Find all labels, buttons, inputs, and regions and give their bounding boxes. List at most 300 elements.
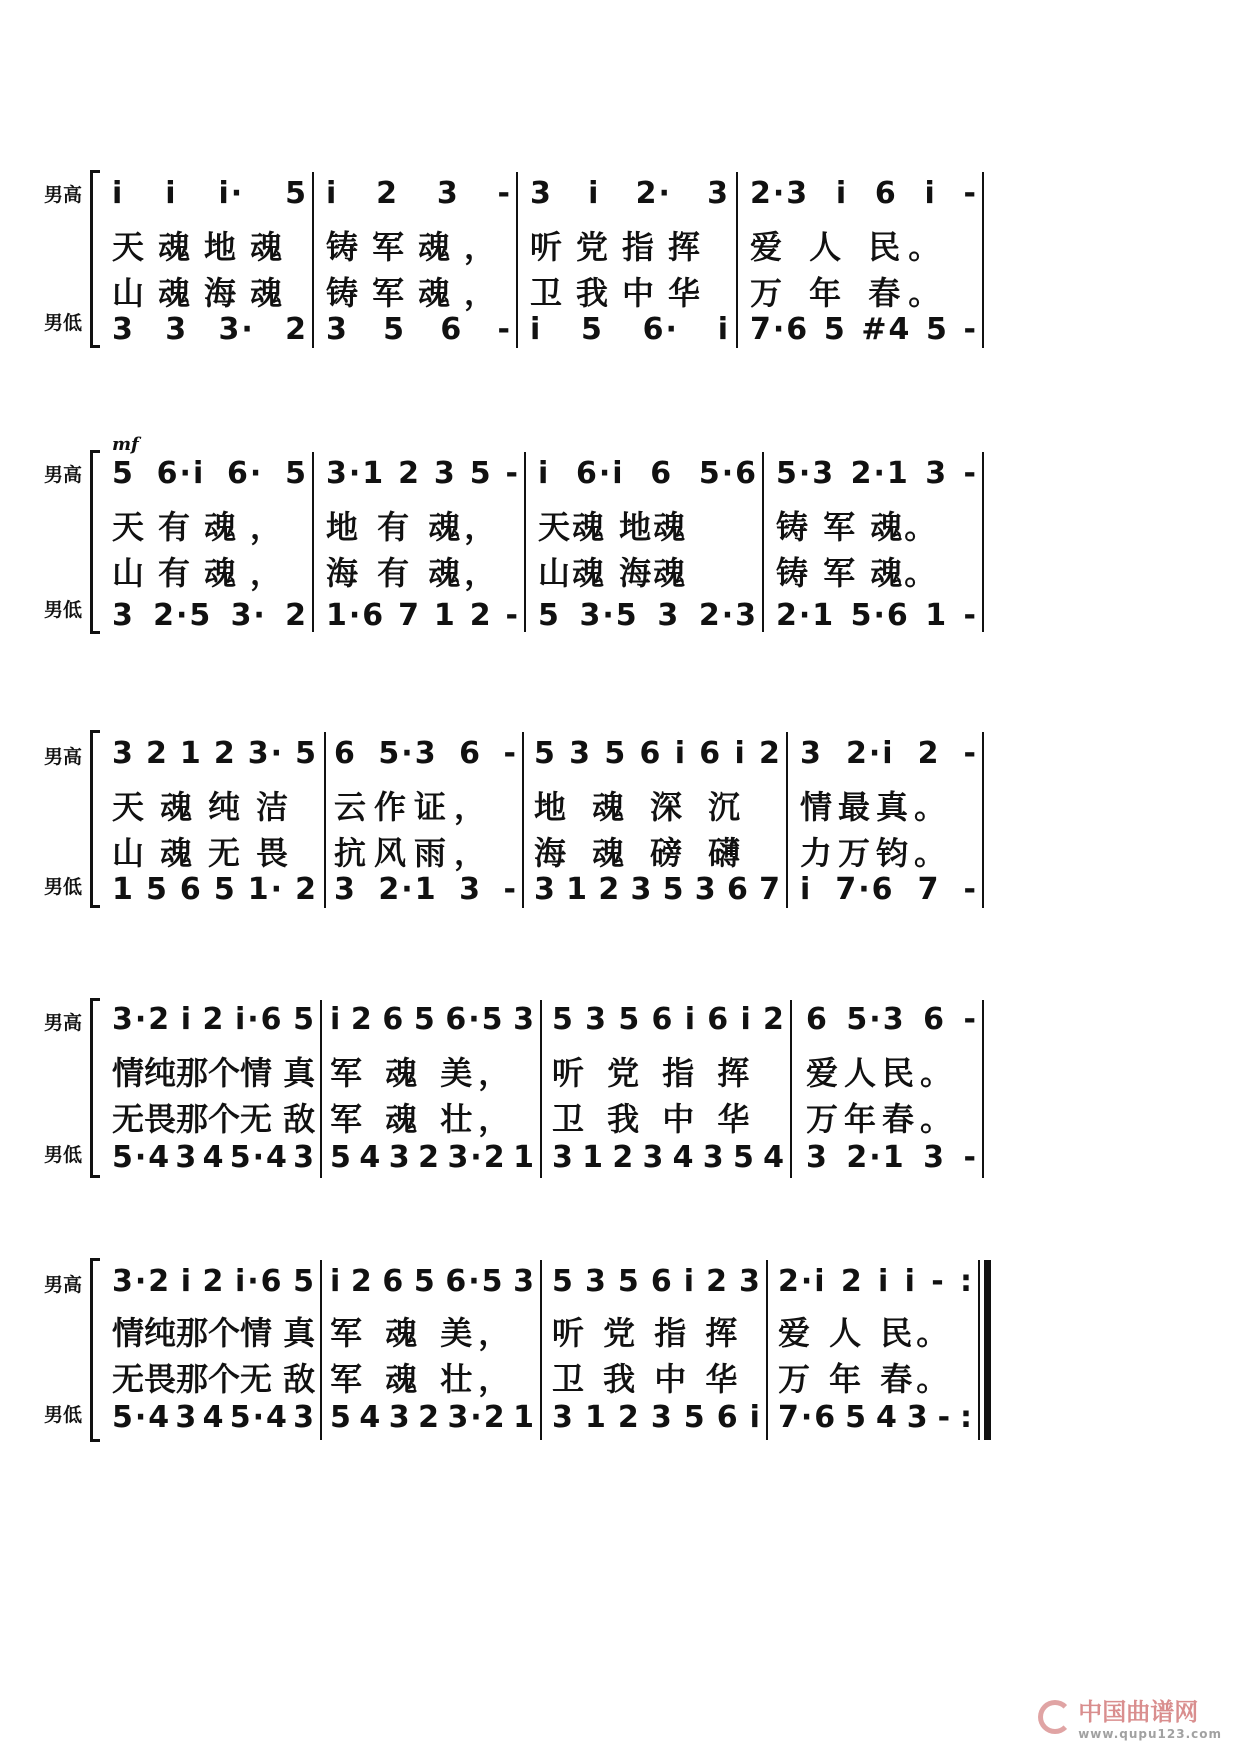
voice-label-lower: 男低	[44, 312, 83, 334]
note-token: 6	[650, 456, 674, 491]
barline	[786, 732, 788, 908]
upper-notes	[330, 1002, 536, 1037]
note-token: 1	[582, 1140, 606, 1175]
note-token: i	[734, 736, 747, 771]
note-token: 2	[202, 1002, 226, 1037]
lower-notes	[776, 598, 978, 633]
note-token: 1·6	[326, 598, 386, 633]
lyrics-verse-1: 地 有 魂，	[326, 508, 501, 546]
note-token: 3	[906, 1400, 930, 1435]
note-token: 5·4	[229, 1140, 289, 1175]
note-token: -	[963, 1002, 978, 1037]
note-token: 2	[418, 1400, 441, 1435]
lyrics-verse-1: 爱 人 民。	[778, 1314, 953, 1352]
note-token: -	[931, 1264, 946, 1299]
voice-label-upper: 男高	[44, 1012, 83, 1034]
note-token: 5	[534, 736, 557, 771]
lower-notes	[112, 1140, 316, 1175]
upper-notes	[112, 176, 308, 211]
note-token: 4	[359, 1140, 383, 1175]
note-token: 5	[330, 1400, 353, 1435]
note-token: 3	[650, 1400, 674, 1435]
lyrics-verse-1: 军 魂 美，	[330, 1054, 517, 1092]
note-token: 3	[436, 176, 460, 211]
note-token: -	[497, 176, 512, 211]
note-token: 3·2	[112, 1264, 172, 1299]
voice-label-upper: 男高	[44, 1274, 83, 1296]
upper-notes	[326, 176, 512, 211]
note-token: 2	[202, 1264, 226, 1299]
voice-label-upper: 男高	[44, 464, 83, 486]
note-token: 5·6	[850, 598, 910, 633]
barline	[320, 1260, 322, 1440]
lower-notes	[552, 1400, 762, 1435]
note-token: -	[505, 598, 520, 633]
note-token: i	[835, 176, 849, 211]
note-token: i	[878, 1264, 891, 1299]
note-token: 2·1	[846, 1140, 906, 1175]
final-barline-thick	[984, 1260, 991, 1440]
note-token: 2	[418, 1140, 441, 1175]
lower-notes	[112, 1400, 316, 1435]
lyrics-verse-1: 情最真。	[800, 788, 953, 826]
note-token: 6	[716, 1400, 740, 1435]
score-system-3	[0, 720, 1240, 920]
note-token: 3	[584, 1264, 608, 1299]
lyrics-verse-1: 爱 人 民。	[750, 228, 949, 266]
note-token: 5	[845, 1400, 868, 1435]
lyrics-verse-2: 山魂 海魂	[538, 554, 688, 592]
note-token: -	[963, 456, 978, 491]
lower-notes	[806, 1140, 978, 1175]
lower-notes	[800, 872, 978, 907]
lyrics-verse-1: 听 党 指 挥	[552, 1054, 756, 1092]
note-token: 3	[175, 1140, 199, 1175]
note-token: 5	[552, 1002, 575, 1037]
note-token: 3·5	[579, 598, 639, 633]
lower-notes	[538, 598, 758, 633]
note-token: i	[538, 456, 551, 491]
note-token: 2	[706, 1264, 729, 1299]
note-token: 5	[413, 1002, 437, 1037]
note-token: 6	[651, 1002, 675, 1037]
voice-label-upper: 男高	[44, 746, 83, 768]
barline	[982, 732, 984, 908]
lyrics-verse-1: 军 魂 美，	[330, 1314, 517, 1352]
note-token: 3·	[230, 598, 267, 633]
lower-notes	[530, 312, 730, 347]
note-token: 3	[569, 736, 593, 771]
barline	[312, 172, 314, 348]
note-token: 2	[617, 1400, 641, 1435]
note-token: 6	[726, 872, 750, 907]
note-token: 2	[145, 736, 169, 771]
lower-notes	[112, 312, 308, 347]
note-token: 2	[917, 736, 941, 771]
lower-notes	[330, 1400, 536, 1435]
note-token: 5	[538, 598, 561, 633]
upper-notes	[334, 736, 518, 771]
lower-notes	[778, 1400, 974, 1435]
note-token: 5	[293, 1264, 316, 1299]
note-token: 6·5	[445, 1002, 505, 1037]
note-token: 2·5	[153, 598, 213, 633]
note-token: i	[800, 872, 813, 907]
upper-notes	[750, 176, 978, 211]
note-token: i	[740, 1002, 753, 1037]
score-system-5	[0, 1250, 1240, 1450]
note-token: 4	[875, 1400, 899, 1435]
note-token: 3·	[218, 312, 255, 347]
note-token: 3	[388, 1140, 412, 1175]
voice-label-upper: 男高	[44, 184, 83, 206]
note-token: 6	[923, 1002, 946, 1037]
note-token: 2·1	[776, 598, 836, 633]
note-token: 2·i	[778, 1264, 827, 1299]
note-token: i	[684, 1002, 697, 1037]
note-token: 6	[334, 736, 357, 771]
note-token: 4	[359, 1400, 383, 1435]
note-token: 5	[732, 1140, 756, 1175]
note-token: #4	[861, 312, 912, 347]
note-token: 6·	[642, 312, 679, 347]
note-token: 3	[112, 312, 135, 347]
note-token: 3·	[247, 736, 285, 771]
dynamic-marking: mf	[112, 434, 139, 455]
note-token: 2	[612, 1140, 636, 1175]
barline	[982, 1000, 984, 1178]
note-token: i·6	[234, 1002, 284, 1037]
system-brace	[90, 450, 100, 634]
note-token: 2	[469, 598, 493, 633]
note-token: 5	[285, 176, 308, 211]
upper-notes	[112, 456, 308, 491]
note-token: 5	[662, 872, 686, 907]
note-token: 5	[413, 1264, 437, 1299]
note-token: -	[963, 872, 978, 907]
note-token: 1	[584, 1400, 608, 1435]
lyrics-verse-1: 铸 军 魂。	[776, 508, 939, 546]
note-token: -	[503, 872, 518, 907]
score-system-1	[0, 160, 1240, 360]
note-token: 6	[382, 1002, 406, 1037]
note-token: 2·1	[850, 456, 910, 491]
upper-notes	[112, 1002, 316, 1037]
note-token: 5	[213, 872, 237, 907]
lyrics-verse-2: 山魂无畏	[112, 834, 305, 872]
lower-notes	[552, 1140, 786, 1175]
barline	[766, 1260, 768, 1440]
note-token: 3	[293, 1140, 316, 1175]
note-token: 5	[581, 312, 604, 347]
note-token: 1	[112, 872, 135, 907]
barline	[524, 452, 526, 632]
lyrics-verse-1: 云作证，	[334, 788, 495, 826]
note-token: 3	[806, 1140, 829, 1175]
note-token: 2	[376, 176, 399, 211]
voice-label-lower: 男低	[44, 876, 83, 898]
lyrics-verse-1: 地魂深沉	[534, 788, 767, 826]
lyrics-verse-2: 万年春。	[806, 1100, 959, 1138]
note-token: 5·6	[698, 456, 758, 491]
lyrics-verse-2: 铸军魂，	[326, 274, 511, 312]
voice-label-lower: 男低	[44, 1144, 83, 1166]
note-token: 5·4	[112, 1140, 172, 1175]
upper-notes	[552, 1264, 762, 1299]
lower-notes	[330, 1140, 536, 1175]
note-token: 1	[179, 736, 203, 771]
lyrics-verse-1: 铸军魂，	[326, 228, 511, 266]
note-token: 1·	[247, 872, 285, 907]
upper-notes	[326, 456, 520, 491]
note-token: 6	[382, 1264, 406, 1299]
score-system-2	[0, 434, 1240, 640]
lyrics-verse-2: 卫 我 中 华	[552, 1100, 756, 1138]
note-token: 5	[469, 456, 493, 491]
note-token: 2	[350, 1264, 374, 1299]
note-token: 4	[763, 1140, 786, 1175]
upper-notes	[112, 1264, 316, 1299]
note-token: 6	[639, 736, 663, 771]
note-token: -	[497, 312, 512, 347]
note-token: 3	[585, 1002, 609, 1037]
barline	[762, 452, 764, 632]
note-token: 1	[925, 598, 949, 633]
note-token: :	[959, 1264, 974, 1299]
note-token: 7·6	[835, 872, 895, 907]
note-token: 3	[739, 1264, 762, 1299]
lyrics-verse-1: 爱人民。	[806, 1054, 959, 1092]
lower-notes	[334, 872, 518, 907]
watermark-text	[1078, 1692, 1222, 1741]
barline	[540, 1000, 542, 1178]
note-token: 7·6	[750, 312, 810, 347]
note-token: -	[963, 312, 978, 347]
note-token: 2	[759, 736, 782, 771]
note-token: 5	[618, 1002, 642, 1037]
note-token: -	[963, 736, 978, 771]
note-token: 5	[604, 736, 628, 771]
note-token: 3	[293, 1400, 316, 1435]
lyrics-verse-2: 海 有 魂，	[326, 554, 501, 592]
note-token: i	[717, 312, 730, 347]
lyrics-verse-2: 无畏那个无 敌	[112, 1360, 316, 1398]
note-token: 4	[672, 1140, 696, 1175]
note-token: 3	[459, 872, 482, 907]
note-token: 4	[202, 1400, 226, 1435]
note-token: i	[330, 1264, 343, 1299]
note-token: 3	[925, 456, 949, 491]
lyrics-verse-2: 山有魂，	[112, 554, 297, 592]
watermark-url: www.qupu123.com	[1078, 1727, 1222, 1741]
note-token: :	[960, 1400, 974, 1435]
note-token: 6	[874, 176, 898, 211]
note-token: 5·3	[776, 456, 836, 491]
note-token: 2	[285, 598, 308, 633]
note-token: 6	[179, 872, 203, 907]
note-token: i	[904, 1264, 917, 1299]
note-token: 2·	[635, 176, 672, 211]
note-token: 5	[293, 1002, 316, 1037]
note-token: 3·2	[447, 1140, 507, 1175]
upper-notes	[800, 736, 978, 771]
note-token: 6·	[227, 456, 264, 491]
lyrics-verse-1: 天魂纯洁	[112, 788, 305, 826]
note-token: 2	[213, 736, 237, 771]
note-token: 5	[330, 1140, 353, 1175]
note-token: 6·i	[156, 456, 206, 491]
lower-notes	[750, 312, 978, 347]
lyrics-verse-2: 卫我中华	[530, 274, 715, 312]
lyrics-verse-2: 万 年 春。	[750, 274, 949, 312]
lyrics-verse-2: 抗风雨，	[334, 834, 495, 872]
upper-notes	[112, 736, 318, 771]
lyrics-verse-2: 力万钧。	[800, 834, 953, 872]
lyrics-verse-2: 军 魂 壮，	[330, 1100, 517, 1138]
note-token: 2·3	[698, 598, 758, 633]
lower-notes	[326, 312, 512, 347]
lyrics-verse-2: 海魂磅礴	[534, 834, 767, 872]
note-token: -	[963, 598, 978, 633]
barline	[312, 452, 314, 632]
lyrics-verse-1: 听 党 指 挥	[552, 1314, 742, 1352]
lyrics-verse-1: 天有魂，	[112, 508, 297, 546]
upper-notes	[776, 456, 978, 491]
note-token: 2	[350, 1002, 374, 1037]
note-token: 2·3	[750, 176, 810, 211]
note-token: 3	[433, 456, 457, 491]
note-token: 3	[642, 1140, 666, 1175]
note-token: 3	[530, 176, 553, 211]
note-token: 3	[165, 312, 189, 347]
note-token: 3	[657, 598, 681, 633]
note-token: -	[505, 456, 520, 491]
note-token: 3	[334, 872, 357, 907]
note-token: 3	[388, 1400, 412, 1435]
note-token: -	[963, 176, 978, 211]
note-token: 5·3	[846, 1002, 906, 1037]
final-barline-thin	[978, 1260, 980, 1440]
note-token: 3	[112, 736, 135, 771]
note-token: i·	[218, 176, 245, 211]
note-token: 7	[917, 872, 941, 907]
voice-label-lower: 男低	[44, 599, 83, 621]
lower-notes	[534, 872, 782, 907]
note-token: 5	[285, 456, 308, 491]
system-brace	[90, 170, 100, 348]
system-brace	[90, 998, 100, 1178]
note-token: 6	[650, 1264, 674, 1299]
score-system-4	[0, 990, 1240, 1190]
barline	[982, 452, 984, 632]
note-token: 3	[800, 736, 823, 771]
note-token: 6	[806, 1002, 829, 1037]
upper-notes	[552, 1002, 786, 1037]
note-token: 6·i	[576, 456, 625, 491]
note-token: 6	[459, 736, 482, 771]
note-token: 5	[617, 1264, 641, 1299]
note-token: 6	[699, 736, 723, 771]
note-token: i	[588, 176, 601, 211]
note-token: 2	[840, 1264, 864, 1299]
note-token: 3	[326, 312, 349, 347]
upper-notes	[530, 176, 730, 211]
note-token: 5	[926, 312, 949, 347]
barline	[790, 1000, 792, 1178]
lyrics-verse-2: 山魂海魂	[112, 274, 297, 312]
lyrics-verse-1: 听党指挥	[530, 228, 715, 266]
note-token: 2	[763, 1002, 786, 1037]
note-token: 7	[398, 598, 421, 633]
note-token: 5·4	[229, 1400, 289, 1435]
note-token: 2	[285, 312, 308, 347]
barline	[736, 172, 738, 348]
note-token: -	[503, 736, 518, 771]
note-token: i	[683, 1264, 697, 1299]
barline	[982, 172, 984, 348]
note-token: i	[674, 736, 687, 771]
note-token: 1	[513, 1400, 536, 1435]
system-brace	[90, 1258, 100, 1442]
note-token: 5	[383, 312, 407, 347]
barline	[516, 172, 518, 348]
note-token: 5	[145, 872, 169, 907]
lyrics-verse-1: 情纯那个情 真	[112, 1314, 316, 1352]
upper-notes	[330, 1264, 536, 1299]
note-token: i	[330, 1002, 343, 1037]
lyrics-verse-2: 卫 我 中 华	[552, 1360, 742, 1398]
lyrics-verse-2: 铸 军 魂。	[776, 554, 939, 592]
lyrics-verse-2: 万 年 春。	[778, 1360, 953, 1398]
note-token: 3	[694, 872, 718, 907]
note-token: 3	[702, 1140, 726, 1175]
note-token: 5	[552, 1264, 575, 1299]
note-token: 3	[513, 1264, 536, 1299]
note-token: 5	[683, 1400, 707, 1435]
note-token: 2·1	[378, 872, 438, 907]
note-token: 3	[534, 872, 557, 907]
note-token: i	[530, 312, 543, 347]
upper-notes	[534, 736, 782, 771]
site-logo-icon	[1038, 1700, 1072, 1734]
note-token: -	[937, 1400, 953, 1435]
note-token: 3	[707, 176, 730, 211]
note-token: i	[180, 1002, 193, 1037]
barline	[540, 1260, 542, 1440]
lyrics-verse-1: 天魂 地魂	[538, 508, 688, 546]
note-token: 5	[295, 736, 318, 771]
note-token: i	[180, 1264, 193, 1299]
note-token: 3·2	[112, 1002, 172, 1037]
note-token: 3	[630, 872, 654, 907]
upper-notes	[778, 1264, 974, 1299]
note-token: 5·4	[112, 1400, 172, 1435]
barline	[522, 732, 524, 908]
note-token: 3·2	[447, 1400, 507, 1435]
note-token: 6	[440, 312, 464, 347]
note-token: 3	[513, 1002, 536, 1037]
note-token: 1	[433, 598, 457, 633]
note-token: i	[749, 1400, 762, 1435]
note-token: 6·5	[445, 1264, 505, 1299]
note-token: 3	[552, 1400, 575, 1435]
note-token: 3	[552, 1140, 575, 1175]
lyrics-verse-2: 军 魂 壮，	[330, 1360, 517, 1398]
upper-notes	[806, 1002, 978, 1037]
note-token: 4	[202, 1140, 226, 1175]
note-token: 2·i	[845, 736, 895, 771]
barline	[324, 732, 326, 908]
